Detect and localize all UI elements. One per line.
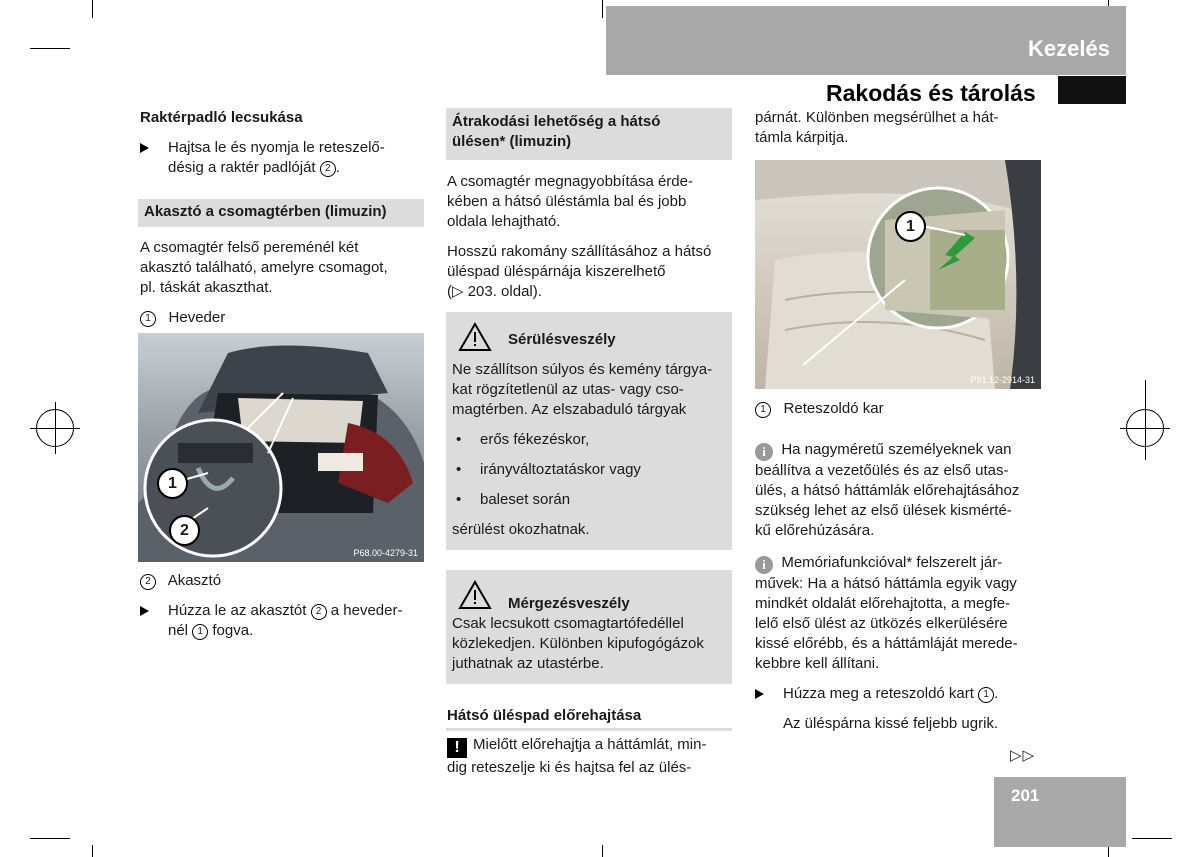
text-line: Hajtsa le és nyomja le reteszelő- bbox=[168, 139, 385, 156]
text-line: (▷ 203. oldal). bbox=[447, 283, 542, 300]
continue-arrows-icon: ▷▷ bbox=[1010, 747, 1036, 764]
continued-text bbox=[755, 108, 1040, 148]
heading-transfer: Átrakodási lehetőség a hátsó ülésen* (limuzin) bbox=[446, 108, 732, 160]
heading-hooks: Akasztó a csomagtérben (limuzin) bbox=[138, 199, 424, 227]
list-item: • irányváltoztatáskor vagy bbox=[452, 460, 726, 480]
text-line: párnát. Különben megsérülhet a hát- bbox=[755, 109, 999, 126]
text-line: magtérben. Az elszabaduló tárgyak bbox=[452, 401, 687, 418]
crop-mark bbox=[602, 845, 603, 857]
warning-title: Mérgezésveszély bbox=[508, 595, 630, 612]
text-line: Csak lecsukott csomagtartófedéllel bbox=[452, 615, 684, 632]
text-line: akasztó található, amelyre csomagot, bbox=[140, 259, 388, 276]
warning-header bbox=[452, 318, 726, 356]
warning-title: Sérülésveszély bbox=[508, 331, 616, 348]
text-line: Hosszú rakomány szállításához a hátsó bbox=[447, 243, 712, 260]
heading-floor: Raktérpadló lecsukása bbox=[140, 109, 303, 126]
crop-mark bbox=[92, 845, 93, 857]
crop-mark bbox=[602, 0, 603, 18]
crop-mark bbox=[30, 48, 70, 49]
arrow-bullet-icon bbox=[140, 143, 149, 153]
seat-photo bbox=[755, 160, 1041, 389]
text-line: i Ha nagyméretű személyeknek van bbox=[755, 440, 1040, 461]
text-line: Ne szállítson súlyos és kemény tárgya- bbox=[452, 361, 713, 378]
warning-poison bbox=[446, 570, 732, 684]
text-line: dig reteszelje ki és hajtsa fel az ülés- bbox=[447, 759, 692, 776]
text-line: üléspad üléspárnája kiszerelhető bbox=[447, 263, 666, 280]
list-item: • erős fékezéskor, bbox=[452, 430, 726, 450]
ref-number: 2 bbox=[140, 574, 156, 590]
warning-header bbox=[452, 576, 726, 614]
text-line: művek: Ha a hátsó háttámla egyik vagy bbox=[755, 575, 1017, 592]
crop-mark bbox=[30, 838, 70, 839]
legend-strap: 1 Heveder bbox=[140, 308, 425, 328]
text-line: kű előrehúzására. bbox=[755, 522, 875, 539]
text-line: Húzza meg a reteszoldó kart 1 . bbox=[783, 685, 999, 702]
text-line: pl. táskát akaszthat. bbox=[140, 279, 273, 296]
registration-cross bbox=[55, 402, 56, 454]
text-line: sérülést okozhatnak. bbox=[452, 521, 590, 538]
page-number: 201 bbox=[1011, 786, 1040, 805]
instruction-hook bbox=[140, 601, 425, 641]
chapter-title: Kezelés bbox=[1028, 36, 1110, 61]
arrow-bullet-icon bbox=[755, 689, 764, 699]
ref-number: 1 bbox=[140, 311, 156, 327]
ref-number: 1 bbox=[978, 687, 994, 703]
column-1 bbox=[140, 108, 425, 178]
crop-mark bbox=[1132, 838, 1172, 839]
section-title: Rakodás és tárolás bbox=[826, 80, 1036, 106]
image-caption: P68.00-4279-31 bbox=[353, 548, 418, 558]
ref-number: 1 bbox=[192, 624, 208, 640]
text-line: közlekedjen. Különben kipufogógázok bbox=[452, 635, 704, 652]
text-line: ülés, a hátsó háttámlák előrehajtásához bbox=[755, 482, 1020, 499]
text-line: lelő első ülést az ütközés elkerülésére bbox=[755, 615, 1008, 632]
text-line: kissé előrébb, és a háttámláját merede- bbox=[755, 635, 1018, 652]
text-line: szükség lehet az első ülések kismérté- bbox=[755, 502, 1012, 519]
instruction-floor bbox=[140, 138, 425, 178]
text-line: beállítva a vezetőülés és az első utas- bbox=[755, 462, 1009, 479]
ref-number: 2 bbox=[320, 161, 336, 177]
section-marker bbox=[1058, 76, 1126, 104]
info-icon: i bbox=[755, 556, 773, 574]
text-line: kebbre kell állítani. bbox=[755, 655, 880, 672]
transfer-text bbox=[447, 172, 732, 302]
legend-hook: 2 Akasztó bbox=[140, 571, 425, 591]
text-line: Az üléspárna kissé feljebb ugrik. bbox=[783, 715, 999, 732]
warning-triangle-icon bbox=[458, 322, 492, 352]
text-line: désig a raktér padlóját 2 . bbox=[168, 159, 340, 176]
text-line: Húzza le az akasztót 2 a heveder- bbox=[168, 602, 403, 619]
warning-triangle-icon bbox=[458, 580, 492, 610]
text-line: ! Mielőtt előrehajtja a háttámlát, min- bbox=[447, 735, 732, 758]
exclamation-icon: ! bbox=[447, 738, 467, 758]
hooks-text bbox=[140, 238, 425, 328]
seat-legend-and-info bbox=[755, 399, 1040, 734]
text-line: támla kárpitja. bbox=[755, 129, 849, 146]
heading-fold: Hátsó üléspad előrehajtása bbox=[447, 707, 642, 724]
info-icon: i bbox=[755, 443, 773, 461]
arrow-bullet-icon bbox=[140, 606, 149, 616]
registration-cross bbox=[1145, 380, 1146, 460]
ref-number: 1 bbox=[755, 402, 771, 418]
heading-underline bbox=[446, 728, 732, 731]
hooks-legend bbox=[140, 571, 425, 641]
note-fold bbox=[447, 735, 732, 778]
text-line: kat rögzítetlenül az utas- vagy cso- bbox=[452, 381, 684, 398]
trunk-photo bbox=[138, 333, 424, 562]
warning-injury bbox=[446, 312, 732, 550]
callout-2: 2 bbox=[169, 515, 200, 546]
text-line: nél 1 fogva. bbox=[168, 622, 254, 639]
text-line: kében a hátsó üléstámla bal és jobb bbox=[447, 193, 687, 210]
text-line: mindkét oldalát előrehajtotta, a megfe- bbox=[755, 595, 1011, 612]
ref-number: 2 bbox=[311, 604, 327, 620]
text-line: oldala lehajtható. bbox=[447, 213, 561, 230]
text-line: juthatnak az utastérbe. bbox=[452, 655, 604, 672]
crop-mark bbox=[92, 0, 93, 18]
legend-release-lever: 1 Reteszoldó kar bbox=[755, 399, 1040, 419]
callout-1: 1 bbox=[157, 468, 188, 499]
instruction-pull-lever bbox=[755, 684, 1040, 734]
image-caption: P91.12-2914-31 bbox=[970, 375, 1035, 385]
text-line: i Memóriafunkcióval* felszerelt jár- bbox=[755, 553, 1040, 574]
callout-1: 1 bbox=[895, 211, 926, 242]
text-line: A csomagtér felső pereménél két bbox=[140, 239, 359, 256]
text-line: A csomagtér megnagyobbítása érde- bbox=[447, 173, 693, 190]
list-item: • baleset során bbox=[452, 490, 726, 510]
